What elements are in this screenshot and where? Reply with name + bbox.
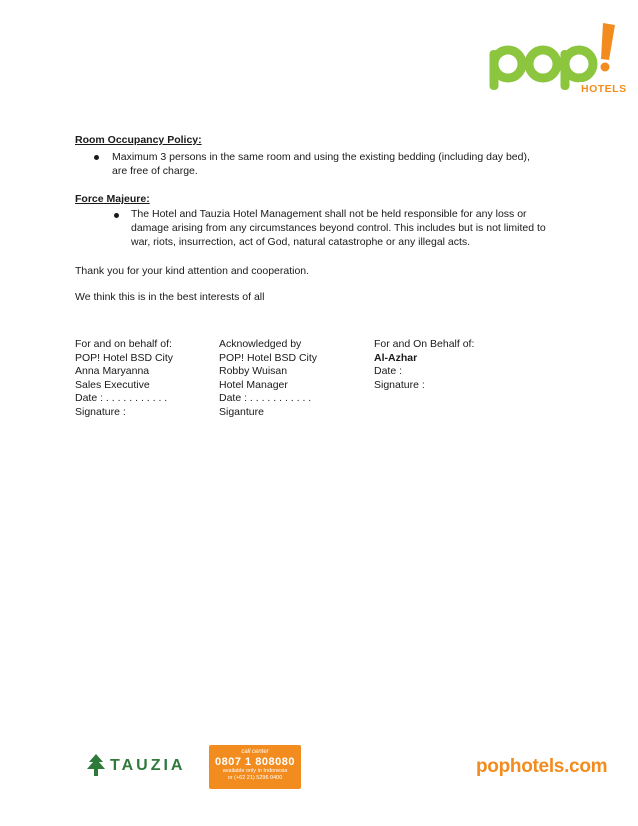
force-majeure-line-1: The Hotel and Tauzia Hotel Management shall not be held responsible for any loss or	[131, 208, 527, 220]
call-center-number: 0807 1 808080	[215, 756, 295, 768]
signature-column-hotel	[75, 338, 173, 419]
sig-title: Sales Executive	[75, 378, 150, 391]
sig-person: Robby Wuisan	[219, 365, 288, 377]
sig-label: Acknowledged by	[219, 338, 302, 350]
tree-icon	[86, 753, 106, 777]
signature-column-acknowledged	[219, 338, 317, 419]
call-center-badge	[209, 745, 301, 789]
tauzia-text: TAUZIA	[110, 757, 186, 774]
bullet-icon	[94, 155, 99, 160]
occupancy-line-2: are free of charge.	[112, 165, 198, 177]
pop-hotels-logo	[486, 20, 627, 104]
bullet-icon	[114, 213, 119, 218]
thanks-text: Thank you for your kind attention and cooperation.	[75, 265, 310, 277]
force-majeure-line-3: war, riots, insurrection, act of God, natural catastrophe or any illegal acts.	[131, 236, 471, 248]
occupancy-line-1: Maximum 3 persons in the same room and using the existing bedding (including day bed),	[112, 151, 530, 163]
interest-text: We think this is in the best interests of all	[75, 291, 265, 303]
sig-label: For and on behalf of:	[75, 338, 172, 350]
sig-date: Date : . . . . . . . . . . .	[75, 392, 168, 404]
force-majeure-line-2: damage arising from any circumstances beyond control. This includes but is not limited to	[131, 222, 546, 234]
sig-person: Anna Maryanna	[75, 365, 150, 377]
signature-column-client	[374, 338, 474, 392]
sig-company: Al-Azhar	[374, 351, 418, 364]
occupancy-heading: Room Occupancy Policy:	[75, 134, 202, 146]
sig-date: Date :	[374, 365, 403, 377]
call-center-note: available only in Indonesia	[222, 768, 288, 774]
sig-date: Date : . . . . . . . . . . .	[219, 392, 312, 404]
sig-label: For and On Behalf of:	[374, 338, 475, 350]
logo-hotels-text: HOTELS	[581, 83, 627, 95]
sig-company: POP! Hotel BSD City	[75, 351, 174, 364]
tauzia-logo	[86, 753, 186, 779]
sig-signature: Siganture	[219, 405, 264, 418]
force-majeure-heading: Force Majeure:	[75, 193, 150, 205]
call-center-label: call center	[241, 749, 269, 755]
sig-signature: Signature :	[75, 405, 126, 418]
sig-signature: Signature :	[374, 378, 425, 391]
sig-title: Hotel Manager	[219, 378, 288, 391]
call-center-alt-number: or (+62 21) 5296 0400	[227, 774, 283, 781]
website-link[interactable]: pophotels.com	[476, 756, 608, 777]
sig-company: POP! Hotel BSD City	[219, 351, 318, 364]
